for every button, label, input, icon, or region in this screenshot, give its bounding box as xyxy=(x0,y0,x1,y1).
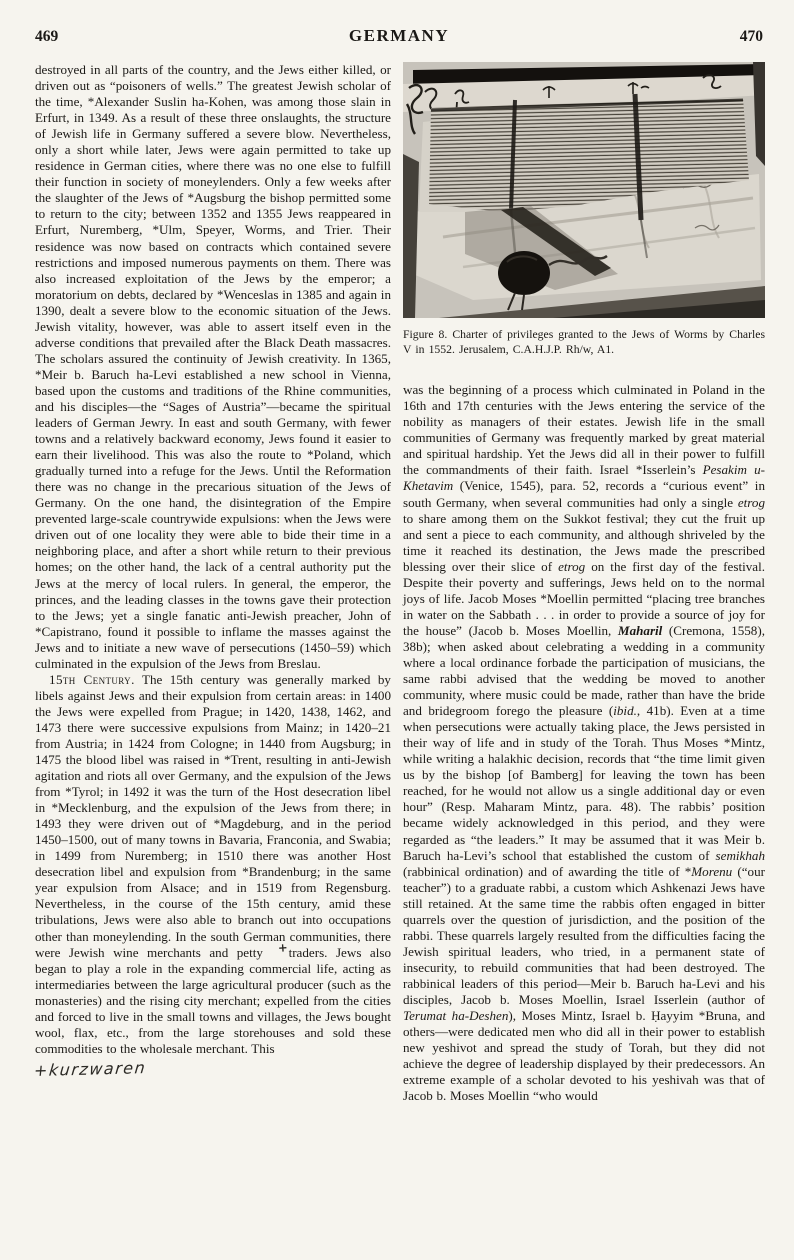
left-column xyxy=(35,62,391,1080)
text-run-bolditalic: Maharil xyxy=(617,622,663,638)
running-title: GERMANY xyxy=(348,26,450,45)
right-column-text xyxy=(403,382,765,1104)
text-run: ), Moses Mintz, Israel b. Ḥayyim *Bruna, and others—were dedicated men who did all in their power to establish new yeshivot and spread the study of Torah, but they did not achieve the degree of leadership displayed by their predecessors. An extreme example of a scholar devoted to his yeshivah was that of Jacob b. Moses Moellin “who would xyxy=(403,1008,765,1104)
text-run: to share among them on the Sukkot festival; they cut the fruit up and sent a piece to each community, and although shriveled by the time it reached its destination, the Jews made the prescribed blessing over their slice of xyxy=(403,510,765,574)
page-header xyxy=(35,26,763,50)
text-run-smallcaps: 15th Century. xyxy=(49,671,135,687)
text-run: The 15th century was generally marked by libels against Jews and their expulsion from certain areas: in 1400 the Jews were expelled from Prague; in 1420, 1438, 1462, and 1473 there were successive expulsions from Mainz; in 1420–21 from Austria; in 1424 from Cologne; in 1440 from Augsburg; in 1475 the blood libel was raised in *Trent, resulting in anti-Jewish agitation and riots all over Germany, and the expulsion of the Jews from *Tyrol; in 1492 it was the turn of the Host desecration libel in *Mecklenburg, and the expulsion of the Jews from there; in 1493 they were driven out of *Magdeburg, and in the period 1450–1500, out of many towns in Bavaria, Franconia, and Swabia; in 1499 from Nuremberg; in 1510 there was another Host desecration libel and expulsion from *Brandenburg; in the same year expulsion from Alsace; and in 1519 from Regensburg. Nevertheless, in the course of the 15th century, amid these tribulations, Jews were also able to branch out into occupations other than moneylending. In the south German communities, there were Jewish wine merchants and petty xyxy=(35,671,391,960)
wax-seal xyxy=(498,251,550,295)
text-run-italic: Terumat ha-Deshen xyxy=(403,1008,509,1024)
text-run: (Venice, 1545), para. 52, records a “curious event” in south Germany, when several communities had only a single xyxy=(403,478,765,510)
handwritten-annotation: +kurzwaren xyxy=(33,1057,148,1080)
figure-8 xyxy=(403,62,765,357)
text-run: (rabbinical ordination) and of awarding the title of * xyxy=(403,863,692,879)
text-run: on the first day of the festival. Despite their poverty and sufferings, Jews held on to the normal joys of life. Jacob Moses *Moellin permitted “placing tree branches in water on the Sabbath . . . in order to provide a source of joy for the house” (Jacob b. Moses Moellin, xyxy=(403,558,765,638)
figure-caption: Figure 8. Charter of privileges granted to the Jews of Worms by Charles V in 1552. Jerusalem, C.A.H.J.P. Rh/w, A1. xyxy=(403,328,765,356)
paragraph xyxy=(35,62,391,672)
paragraph xyxy=(35,672,391,1057)
right-page-number: 470 xyxy=(739,28,763,45)
paragraph xyxy=(403,382,765,1104)
left-page-number: 469 xyxy=(35,28,59,45)
text-run-italic: etrog xyxy=(737,494,765,510)
text-run-italic: Morenu xyxy=(691,863,733,879)
text-run: was the beginning of a process which culminated in Poland in the 16th and 17th centuries with the Jews entering the service of the nobility as managers of their estates. Jewish life in the small communities of Germany was frequently marked by great material and spiritual hardship. Yet the Jews did all in their power to fulfill the commandments of their faith. Israel *Isserlein’s xyxy=(403,382,765,478)
text-run: , 41b). Even at a time when persecutions were actually taking place, the Jews persisted in their way of life and in study of the Torah. Thus Moses *Mintz, while writing a halakhic decision, records that “the time limit given us by the bishop [of Bamberg] for leaving the town has been reached, for he would not allow us a single additional day or even hour” (Resp. Maharam Mintz, para. 48). The rabbis’ position became widely acknowledged in this period, and they were regarded as “the leaders.” It may be assumed that it was Meir b. Baruch ha-Levi’s school that established the custom of xyxy=(403,703,765,863)
text-run: destroyed in all parts of the country, and the Jews either killed, or driven out as “poisoners of wells.” The greatest Jewish scholar of the time, *Alexander Suslin ha-Kohen, was among those slain in Erfurt, in 1349. As a result of these three onslaughts, the structure of Jewish life in Germany suffered a severe blow. Nevertheless, only a short while later, Jews were again permitted to take up residence in German cities, where there was no one else to fulfill their function in society of moneylenders. Only a few weeks after the slaughter of the Jews of *Augsburg the bishop permitted some to return to the city; between 1352 and 1355 Jews reappeared in Erfurt, Nuremberg, *Ulm, Speyer, Worms, and Trier. Their residence was now based on contracts which contained severe restrictions and imposed numerous payments on them. There was also increased exploitation of the Jews by the emperor; a moratorium on debts, declared by *Wenceslas in 1385 and again in 1390, dealt a severe blow to the economic situation of the Jews. Jewish vitality, however, was able to assert itself even in the adverse conditions that prevailed after the Black Death massacres. The scholars assured the continuity of Jewish creativity. In 1365, *Meir b. Baruch ha-Levi established a new school in Vienna, based upon the customs and traditions of the Rhine communities, and his disciples—the “Sages of Austria”—became the spiritual leaders of German Jewry. In east and south Germany, with fewer towns and a relatively backward economy, Jews found it easier to earn their livelihood. This was also the route to *Poland, which gradually turned into a refuge for the Jews. Until the Reformation there was no change in the precarious situation of the Jews of Germany. On the one hand, the disintegration of the Empire prevented large-scale countrywide expulsions: when the Jews were driven out of one locality they were able to bide their time in a neighboring place, and after a short while return to their previous homes; on the other hand, the lack of a central authority put the Jews at the mercy of local rulers. In general, the emperor, the princes, and the leading classes in the towns gave their protection to the Jews; yet a single fanatic anti-Jewish preacher, John of *Capistrano, found it possible to inflame the masses against the Jews and to initiate a new wave of persecutions (1450–59) which culminated in the expulsion of the Jews from Breslau. xyxy=(35,62,391,671)
text-run: traders. Jews also began to play a role in the expanding commercial life, acting as intermediaries between the large agricultural producer (such as the monasteries) and the rising city merchant; expelled from the cities and forced to live in the small towns and villages, the Jews bought wool, flax, etc., from the large storehouses and sold these commodities to the wholesale merchant. This xyxy=(35,944,392,1056)
text-run-italic: semikhah xyxy=(715,847,765,863)
text-run: (Cremona, 1558), 38b); when asked about celebrating a wedding in a community where a local ordinance forbade the participation of musicians, the same rabbi advised that the wedding be moved to another community, where music could be made, rather than have the bride and bridegroom forego the pleasure ( xyxy=(403,622,765,719)
right-column xyxy=(403,62,765,1104)
text-run-italic: Pesakim u-Khetavim xyxy=(403,462,765,494)
charter-photo xyxy=(403,62,765,318)
text-run: (“our teacher”) to a graduate rabbi, a custom which Ashkenazi Jews have still retained. At the same time the rabbis often engaged in bitter quarrels over the question of jurisdiction, and the position of the rabbi. These quarrels largely resulted from the difficulties facing the Jewish spiritual leaders, who tried, in a permanent state of insecurity, to rebuild communities that had been destroyed. The rabbinical leaders of this period—Meir b. Baruch ha-Levi and his disciples, Jacob b. Moses Moellin, Israel Isserlein (author of xyxy=(403,863,765,1007)
text-run-caret: + xyxy=(277,939,289,955)
text-run-italic: ibid. xyxy=(613,703,637,719)
text-run-italic: etrog xyxy=(558,558,586,574)
left-column-text xyxy=(35,62,391,1057)
